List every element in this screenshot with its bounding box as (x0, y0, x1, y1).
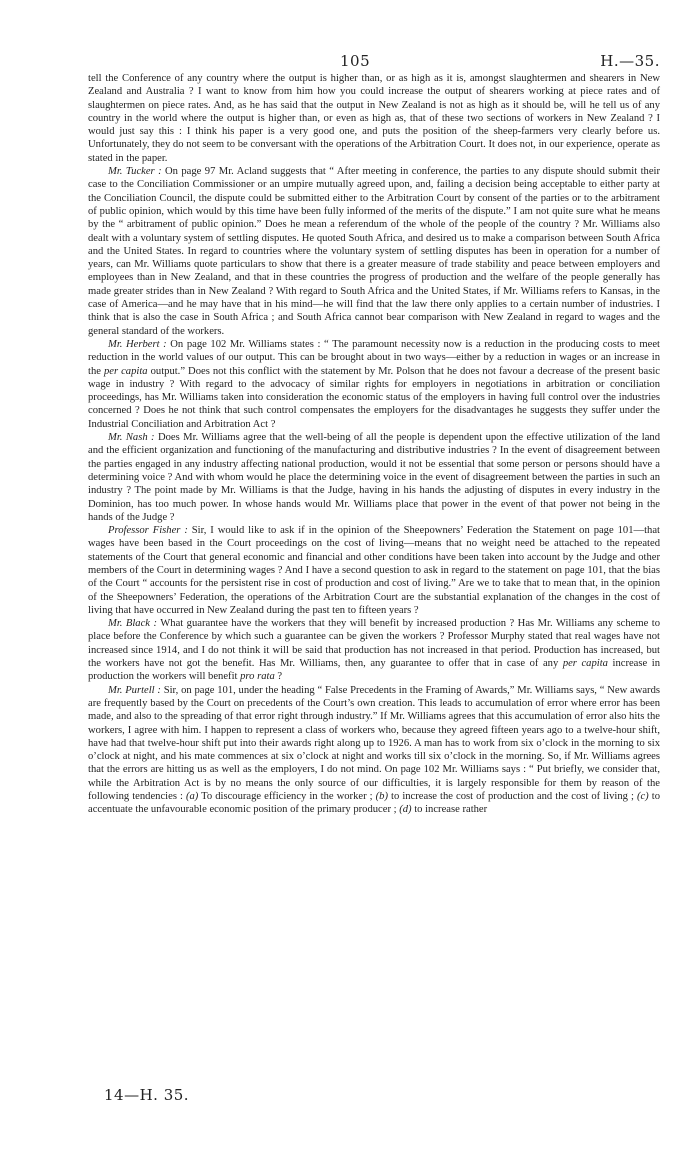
paragraph (88, 524, 660, 617)
text-segment: What guarantee have the workers that they will benefit by increased production ? Has Mr. Williams any scheme to place before the Conference by which such a guarantee can be given the workers ? Professor Murphy stated that real wages have not increased since 1914, and I do not think it will be said that production has not increased in that period. Production has increased, but the workers have not got the benefit. Has Mr. Williams, then, any guarantee to offer that in case of any (88, 618, 660, 670)
paragraph (88, 431, 660, 524)
paragraph (88, 72, 660, 165)
italic-text: per capita (103, 365, 148, 377)
italic-text: pro rata (240, 671, 275, 683)
page-number: 105 (340, 52, 371, 70)
printer-signature: 14—H. 35. (104, 1086, 190, 1104)
text-segment: ? (274, 671, 283, 683)
text-segment: Sir, on page 101, under the heading “ False Precedents in the Framing of Awards,” Mr. Williams says, “ New awards are frequently based by the Court on precedents of the Court’s own creation. This leads to accumulation of error where error has been made, and also to the spreading of that error right through industry.” If Mr. Williams agrees that this accumulation of error also hits the workers, I agree with him. I happen to represent a class of workers who, because they agreed fifteen years ago to a twelve-hour shift, have had that twelve-hour shift put into their awards right along up to 1926. A man has to work from six o’clock in the morning to six o’clock at night, and his mate commences at six o’clock at night and works till six o’clock in the morning. So, if Mr. Williams agrees that the errors are hitting us as well as the employers, I do not mind. On page 102 Mr. Williams says : “ Put briefly, we consider that, while the Arbitration Act is by no means the only source of our difficulties, it is largely responsible for them by reason of the following tendencies : (88, 684, 660, 803)
text-segment: output.” Does not this conflict with the statement by Mr. Polson that he does not favour a decrease of the present basic wage in industry ? With regard to the advocacy of similar rights for employers in negotiations in arbitration or conciliation proceedings, has Mr. Williams taken into consideration the economic status of the employers in having full control over the industries concerned ? Does he not think that such control compensates the employers for the disadvantages he suggests they suffer under the Industrial Conciliation and Arbitration Act ? (88, 365, 661, 430)
text-segment: to increase the cost of production and the cost of living ; (388, 791, 637, 803)
document-reference: H.—35. (600, 52, 660, 70)
text-segment: On page 97 Mr. Acland suggests that “ After meeting in conference, the parties to any dispute should submit their case to the Conciliation Commissioner or an umpire mutually agreed upon, and, failing a decision being acceptable to either party at the Conciliation Council, the dispute could be submitted either to the Arbitration Court by consent of the parties or to the arbitrament of public opinion, which would by this time have been fully informed of the merits of the dispute.” I am not quite sure what he means by the “ arbitrament of public opinion.” Does he mean a referendum of the whole of the people of the country ? Mr. Williams also dealt with a voluntary system of settling disputes. He quoted South Africa, and desired us to make a comparison between South Africa and the United States. In regard to countries where the voluntary system of settling disputes has been in operation for a number of years, can Mr. Williams quote particulars to show that there is a greater measure of trade stability and peace between employers and employees than in New Zealand, and that in these countries the progress of production and the welfare of the people generally has made greater strides than in New Zealand ? With regard to South Africa and the United States, if Mr. Williams refers to Kansas, in the case of America—and he may have that in his mind—he will find that the law there only applies to a certain number of industries. I think that is also the case in South Africa ; and South Africa cannot bear comparison with New Zealand in regard to wages and the general standard of the workers. (88, 166, 660, 337)
speaker-name: Mr. Herbert : (108, 338, 167, 350)
speaker-name: Professor Fisher : (108, 525, 188, 537)
italic-text: (a) (185, 791, 199, 803)
paragraph (88, 684, 660, 817)
speaker-name: Mr. Tucker : (108, 166, 162, 178)
speaker-name: Mr. Purtell : (108, 684, 161, 696)
text-segment: tell the Conference of any country where the output is higher than, or as high as it is, amongst slaughtermen and shearers in New Zealand and Australia ? I want to know from him how you could increase the output of shearers working at piece rates and of slaughtermen on piece rates. And, as he has said that the output in New Zealand is not as high as it should be, will he tell us of any country in the world where the output is higher than, or even as high as, that of these two sections of workers in New Zealand ? I would just say this : I think his paper is a very good one, and puts the position of the sheep-farmers very clearly before us. Unfortunately, they do not seem to be conversant with the operations of the Arbitration Court. It does not, in our experience, operate as stated in the paper. (88, 73, 660, 164)
text-segment: Does Mr. Williams agree that the well-being of all the people is dependent upon the effective utilization of the land and the efficient organization and functioning of the manufacturing and distributive industries ? In the event of disagreement between the parties engaged in any industry affecting national production, would it not be essential that some person or persons should have a determining voice ? And with whom would he place the determining voice in the event of disagreement between the parties in such an industry ? The point made by Mr. Williams is that the Judge, having in his hands the adjusting of disputes in every industry in the Dominion, has too much power. In whose hands would Mr. Williams place that power in the event of that power not being in the hands of the Judge ? (88, 432, 660, 523)
body-text (88, 72, 660, 817)
italic-text: per capita (562, 658, 608, 670)
text-segment: Sir, I would like to ask if in the opinion of the Sheepowners’ Federation the Statement on page 101—that wages have been based in the Court proceedings on the cost of living—means that no weight need be attached to the repeated statements of the Court that general economic and financial and other conditions have been taken into account by the Judge and other members of the Court in determining wages ? And I have a second question to ask in regard to the statement on page 101, that the bias of the Court “ accounts for the persistent rise in cost of production and cost of living.” Are we to take that to mean that, in the opinion of the Sheepowners’ Federation, the operations of the Arbitration Court are the substantial explanation of the changes in the cost of living that have occurred in New Zealand during the past ten to fifteen years ? (88, 525, 660, 616)
text-segment: to accentuate the unfavourable economic position of the primary producer ; (88, 791, 660, 816)
italic-text: (b) (375, 791, 388, 803)
text-segment: To discourage efficiency in the worker ; (198, 791, 376, 803)
text-segment: On page 102 Mr. Williams states : “ The paramount necessity now is a reduction in the producing costs to meet reduction in the world values of our output. This can be brought about in two ways—either by a reduction in wages or an increase in the (88, 338, 660, 377)
italic-text: (c) (636, 791, 649, 803)
speaker-name: Mr. Black : (108, 618, 157, 630)
page-header (0, 52, 700, 74)
paragraph (88, 617, 660, 683)
speaker-name: Mr. Nash : (108, 432, 155, 444)
paragraph (88, 338, 660, 431)
paragraph (88, 165, 660, 338)
italic-text: (d) (399, 804, 412, 816)
text-segment: increase in production the workers will benefit (88, 658, 660, 683)
text-segment: to increase rather (411, 804, 488, 816)
